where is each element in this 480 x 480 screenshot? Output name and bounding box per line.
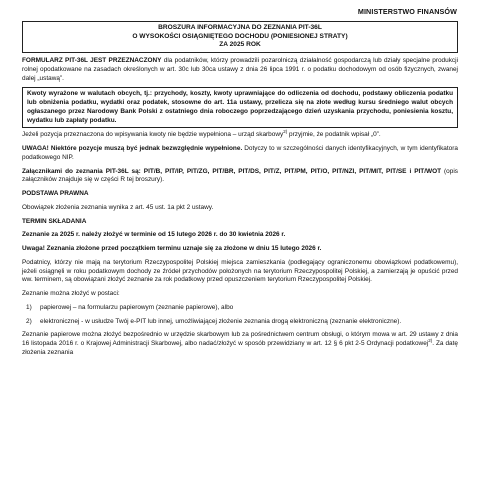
warning-paragraph xyxy=(22,145,458,163)
nonresident-paragraph: Podatnicy, którzy nie mają na terytorium Rzeczypospolitej Polskiej miejsca zamieszkania (podlegający ograniczonemu obowiązkowi podatkowemu), jeżeli osiągnęli w roku podatkowym dochody ze źródeł przychodów położonych na terytorium Rzeczypospolitej Polskiej, a zamierzają je opuścić przed ww. terminem, są obowiązani złożyć zeznanie za rok podatkowy przed opuszczeniem terytorium Rzeczypospolitej Polskiej. xyxy=(22,258,458,284)
list-text: papierowej – na formularzu papierowym (zeznanie papierowe), albo xyxy=(40,303,234,311)
attachments-paragraph xyxy=(22,168,458,186)
deadline-line-2: Uwaga! Zeznania złożone przed początkiem terminu uznaje się za złożone w dniu 15 lutego 2026 r. xyxy=(22,245,322,252)
intro-lead: FORMULARZ PIT-36L JEST PRZEZNACZONY xyxy=(22,57,162,64)
filing-intro: Zeznanie można złożyć w postaci: xyxy=(22,290,120,297)
paper-filing-text-end: . Za datę złożenia zeznania xyxy=(22,340,458,356)
paper-filing-text: Zeznanie papierowe można złożyć bezpośrednio w urzędzie skarbowym lub za pośrednictwem centrum obsługi, o którym mowa w art. 29 ustawy z dnia 16 listopada 2016 r. o Krajowej Administracji Skarbowej, albo nadać/złożyć w sposób przewidziany w art. 12 § 6 pkt 2-5 Ordynacji podatkowej xyxy=(22,331,458,347)
list-number: 1) xyxy=(26,303,32,311)
footnote-ref: 2) xyxy=(428,337,433,343)
intro-text: dla podatników, którzy prowadzili pozarolniczą działalność gospodarczą lub działy specjalne produkcji rolnej opodatkowane na zasadach określonych w art. 30c lub 30ca ustawy z dnia 26 lipca 1991 r. o podatku dochodowym od osób fizycznych, zwanej dalej „ustawą”. xyxy=(22,57,458,82)
title-line-1: BROSZURA INFORMACYJNA DO ZEZNANIA PIT-36L xyxy=(158,24,322,32)
footnote-ref: 2) xyxy=(283,129,288,135)
warning-text: Dotyczy to w szczególności danych identyfikacyjnych, w tym identyfikatora podatkowego NIP. xyxy=(22,145,458,161)
document-body xyxy=(22,57,458,358)
title-line-2: O WYSOKOŚCI OSIĄGNIĘTEGO DOCHODU (PONIESIONEJ STRATY) xyxy=(132,32,348,40)
currency-note-box: Kwoty wyrażone w walutach obcych, tj.: przychody, koszty, kwoty uprawniające do odliczenia od dochodu, podstawy obliczenia podatku lub obniżenia podatku, wydatki oraz podatek, stosowne do art. 11a ustawy, przelicza się na złote według kursu średniego walut obcych ogłaszanego przez Narodowy Bank Polski z ostatniego dnia roboczego poprzedzającego dzień uzyskania przychodu, poniesienia kosztu, wydatku lub zapłaty podatku. xyxy=(22,87,458,128)
list-item xyxy=(22,318,458,327)
deadline-heading: TERMIN SKŁADANIA xyxy=(22,217,87,225)
ministry-label: MINISTERSTWO FINANSÓW xyxy=(357,7,457,16)
warning-bold: UWAGA! Niektóre pozycje muszą być jednak bezwzględnie wypełnione. xyxy=(22,145,243,152)
attachments-bold: Załącznikami do zeznania PIT-36L są: PIT/B, PIT/IP, PIT/ZG, PIT/BR, PIT/DS, PIT/Z, PIT/PM, PIT/O, PIT/NZI, PIT/MIT, PIT/SE i PIT/WOT xyxy=(22,167,442,175)
list-text: elektronicznej - w usłudze Twój e-PIT lub innej, umożliwiającej złożenie zeznania drogą elektroniczną (zeznanie elektroniczne). xyxy=(40,317,402,325)
legal-basis-heading: PODSTAWA PRAWNA xyxy=(22,190,89,197)
intro-paragraph xyxy=(22,57,458,83)
list-item xyxy=(22,304,458,313)
blank-fields-text: Jeżeli pozycja przeznaczona do wpisywania kwoty nie będzie wypełniona – urząd skarbowy xyxy=(22,131,284,139)
paper-filing-paragraph xyxy=(22,331,458,357)
legal-basis-text: Obowiązek złożenia zeznania wynika z art. 45 ust. 1a pkt 2 ustawy. xyxy=(22,203,214,211)
title-box xyxy=(22,21,458,53)
deadline-line-1: Zeznanie za 2025 r. należy złożyć w terminie od 15 lutego 2026 r. do 30 kwietnia 2026 r. xyxy=(22,231,286,239)
list-number: 2) xyxy=(26,317,32,325)
blank-fields-paragraph xyxy=(22,131,458,140)
attachments-text: (opis załączników znajduje się w części R tej broszury). xyxy=(22,167,458,184)
title-line-3: ZA 2025 ROK xyxy=(219,41,261,49)
blank-fields-text-end: przyjmie, że podatnik wpisał „0”. xyxy=(287,131,381,139)
